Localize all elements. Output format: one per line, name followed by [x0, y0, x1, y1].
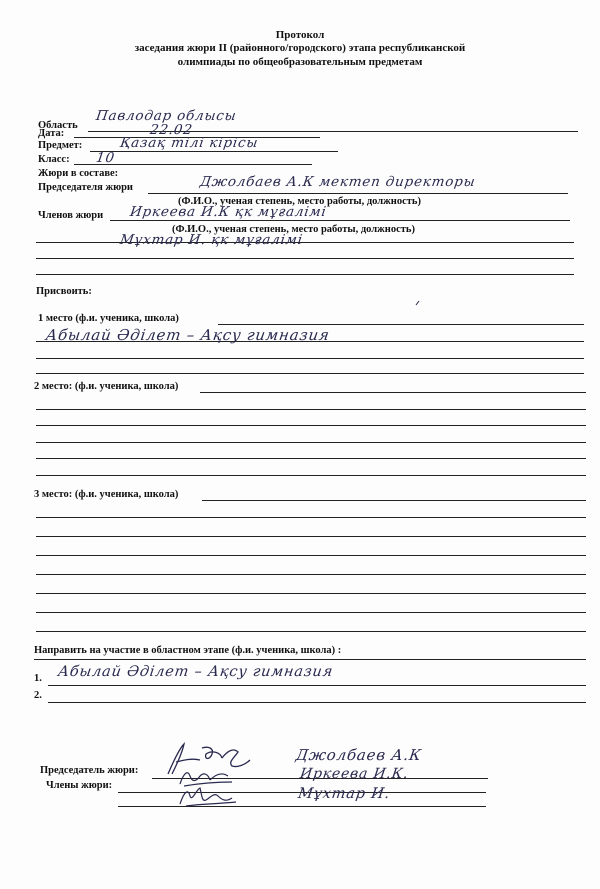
grade-value: 10	[94, 150, 116, 166]
signature-member1-name: Иркеева И.К.	[298, 766, 410, 782]
region-label: Область	[38, 120, 78, 131]
jury-chair-label: Председателя жюри	[38, 182, 133, 193]
regional-item2-line	[48, 702, 586, 703]
assign-label: Присвоить:	[36, 286, 92, 297]
region-value: Павлодар облысы	[94, 108, 238, 124]
grade-label: Класс:	[38, 154, 70, 165]
place2-line-3	[36, 442, 586, 443]
regional-item1-value: Абылай Әділет – Ақсу гимназия	[56, 664, 335, 680]
place3-line-7	[36, 631, 586, 632]
place2-line-2	[36, 425, 586, 426]
place3-line-5	[36, 593, 586, 594]
page-subtitle-line1: заседания жюри II (районного/городского) этапа республиканской	[134, 42, 466, 54]
place2-line-5	[36, 475, 586, 476]
place1-line-2	[36, 358, 584, 359]
page-title: Протокол	[275, 29, 325, 41]
jury-chair-hint: (Ф.И.О., ученая степень, место работы, должность)	[178, 196, 421, 207]
place2-label: 2 место: (ф.и. ученика, школа)	[34, 381, 179, 392]
place3-line-0	[202, 500, 586, 501]
regional-item1-line	[48, 685, 586, 686]
regional-item2-num: 2.	[34, 690, 42, 701]
jury-members-label: Членов жюри	[38, 210, 104, 221]
subject-label: Предмет:	[38, 140, 83, 151]
place2-line-0	[200, 392, 586, 393]
place3-line-4	[36, 574, 586, 575]
regional-item1-num: 1.	[34, 673, 42, 684]
signature-chair-label: Председатель жюри:	[40, 765, 139, 776]
jury-extra-line-1	[36, 242, 574, 243]
jury-extra-line-3	[36, 274, 574, 275]
signature-members-label: Члены жюри:	[46, 780, 113, 791]
jury-member2-value: Мұхтар И. қк мұғалімі	[118, 232, 304, 248]
jury-extra-line-2	[36, 258, 574, 259]
member2-signature-scribble	[176, 784, 240, 810]
place1-line-3	[36, 373, 584, 374]
place1-line-0	[218, 324, 584, 325]
place1-value: Абылай Әділет – Ақсу гимназия	[44, 326, 331, 344]
place3-line-1	[36, 517, 586, 518]
place3-line-3	[36, 555, 586, 556]
stray-pen-mark	[415, 300, 421, 306]
jury-members-hint: (Ф.И.О., ученая степень, место работы, должность)	[172, 224, 415, 235]
place2-line-4	[36, 458, 586, 459]
place3-line-6	[36, 612, 586, 613]
signature-member2-line	[118, 806, 486, 807]
signature-chair-name: Джолбаев А.К	[294, 746, 423, 764]
jury-member1-value: Иркеева И.К қк мұғалімі	[128, 204, 328, 220]
place1-label: 1 место (ф.и. ученика, школа)	[38, 313, 179, 324]
place2-line-1	[36, 409, 586, 410]
jury-chair-value: Джолбаев А.К мектеп директоры	[198, 174, 477, 190]
date-label: Дата:	[38, 128, 65, 139]
jury-composition-label: Жюри в составе:	[38, 168, 119, 179]
date-value: 22.02	[148, 122, 194, 138]
regional-line-0	[34, 659, 586, 660]
jury-chair-line	[148, 193, 568, 194]
subject-line	[90, 151, 338, 152]
subject-value: Қазақ тілі кірісы	[118, 135, 260, 151]
regional-label: Направить на участие в областном этапе (ф.и. ученика, школа) :	[34, 645, 342, 656]
signature-member2-name: Мұхтар И.	[296, 786, 392, 802]
jury-members-line	[110, 220, 570, 221]
page-subtitle-line2: олимпиады по общеобразовательным предметам	[177, 56, 423, 68]
place3-label: 3 место: (ф.и. ученика, школа)	[34, 489, 179, 500]
place3-line-2	[36, 536, 586, 537]
